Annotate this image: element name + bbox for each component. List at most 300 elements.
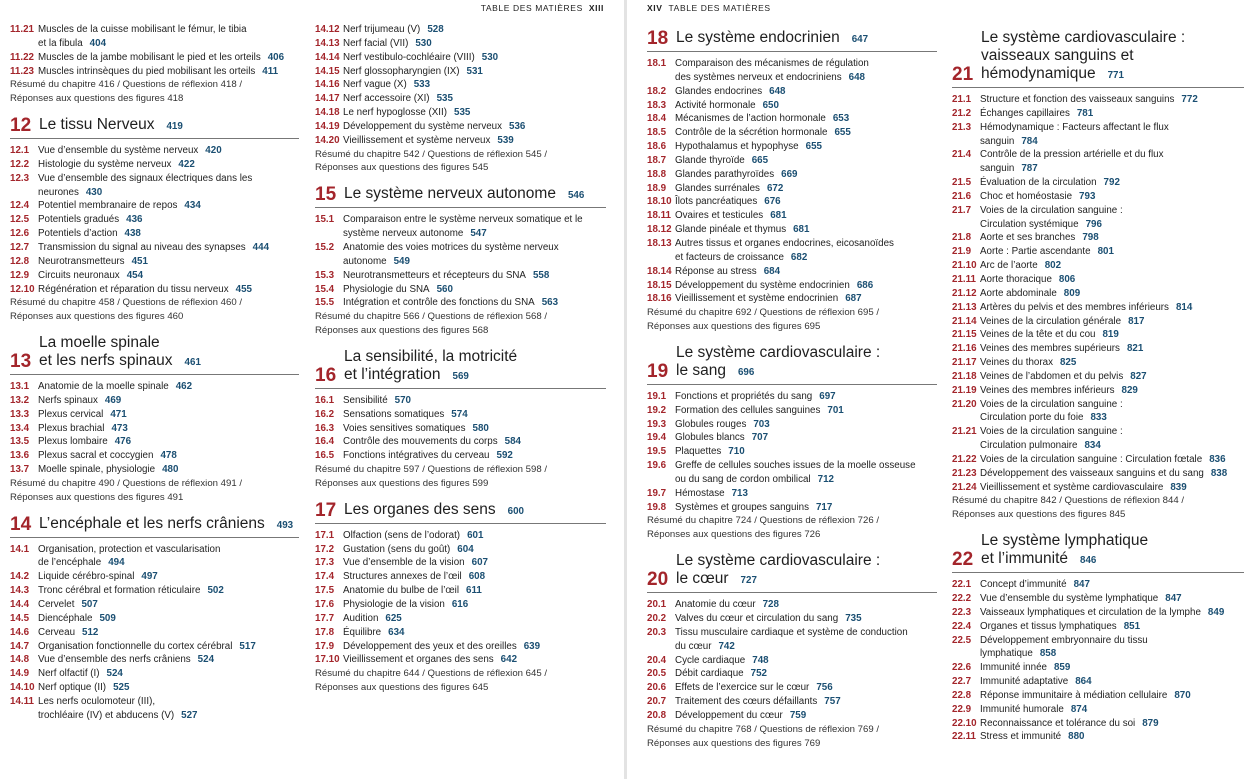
section-number: 19.2 — [647, 404, 667, 416]
title-line: Effets de l’exercice sur le cœur — [675, 682, 810, 694]
page-ref: 502 — [207, 585, 224, 597]
section-title — [343, 422, 606, 436]
title-line: et l’intégration — [344, 365, 441, 383]
title-line: Autres tissus et organes endocrines, eicosanoïdes — [675, 237, 894, 249]
chapter-summary-refs — [315, 148, 606, 176]
section-number: 12.8 — [10, 255, 30, 267]
chapter-heading — [647, 29, 937, 52]
section-number: 21.18 — [952, 370, 977, 382]
section-title — [980, 481, 1244, 495]
section-number: 14.16 — [315, 79, 340, 91]
section-title — [38, 626, 299, 640]
chapter-number: 19 — [647, 360, 669, 382]
toc-entry — [10, 570, 299, 584]
section-number: 14.15 — [315, 65, 340, 77]
page-ref: 592 — [496, 450, 513, 462]
page-ref: 494 — [108, 557, 125, 569]
toc-entry — [315, 556, 606, 570]
section-number: 14.14 — [315, 51, 340, 63]
title-line: Reconnaissance et tolérance du soi — [980, 717, 1136, 729]
section-number: 14.18 — [315, 107, 340, 119]
page-ref: 524 — [197, 654, 215, 666]
section-number: 15.5 — [315, 297, 335, 309]
title-line: Résumé du chapitre 490 / Questions de réflexion 491 / — [10, 477, 242, 489]
page-ref: 672 — [766, 182, 784, 194]
page-ref: 455 — [235, 283, 252, 295]
page-ref: 536 — [509, 120, 526, 132]
title-line: Vieillissement et système endocrinien — [675, 293, 839, 305]
chapter-heading — [647, 552, 937, 593]
chapter-summary-refs — [10, 477, 299, 505]
section-title — [343, 653, 606, 667]
title-line: et l’immunité — [981, 550, 1068, 568]
page-ref: 539 — [497, 134, 514, 146]
page-ref: 507 — [81, 599, 98, 610]
section-number: 11.23 — [10, 65, 34, 77]
toc-entry — [315, 106, 606, 120]
page-ref: 574 — [451, 408, 468, 420]
chapter-heading — [10, 116, 299, 139]
toc-entry — [10, 65, 299, 79]
section-number: 14.17 — [315, 93, 340, 105]
title-line: Greffe de cellules souches issues de la moelle osseuse — [675, 460, 916, 472]
toc-entry — [315, 394, 606, 408]
page-ref: 846 — [1080, 555, 1097, 567]
toc-entry — [952, 620, 1244, 634]
title-line: Les nerfs oculomoteur (III), — [38, 695, 156, 707]
section-title — [980, 121, 1244, 149]
section-number: 12.7 — [10, 241, 30, 253]
title-line: Artères du pelvis et des membres inférieurs — [980, 301, 1169, 313]
page-ref: 655 — [805, 141, 822, 153]
title-line: Le système nerveux autonome — [344, 185, 556, 203]
title-line: Résumé du chapitre 644 / Questions de réflexion 645 / — [315, 668, 547, 680]
page-ref: 530 — [481, 51, 499, 63]
page-ref: 461 — [184, 357, 201, 369]
title-line: Diencéphale — [38, 612, 93, 624]
section-number: 14.6 — [10, 626, 30, 638]
section-title — [980, 148, 1244, 176]
toc-entry — [952, 287, 1244, 301]
chapter-number: 17 — [315, 499, 337, 521]
section-number: 12.1 — [10, 145, 30, 157]
chapter-number: 18 — [647, 28, 669, 49]
page-ref: 600 — [507, 505, 525, 517]
toc-entry — [315, 283, 606, 297]
section-number: 13.3 — [10, 408, 30, 420]
section-number: 16.4 — [315, 436, 335, 448]
section-title — [675, 195, 937, 209]
page-ref: 801 — [1097, 246, 1114, 258]
page-number: XIV — [647, 3, 663, 13]
section-number: 21.11 — [952, 273, 976, 285]
title-line: Réponse immunitaire à médiation cellulaire — [980, 689, 1168, 701]
toc-entry — [952, 204, 1244, 232]
section-title — [38, 653, 299, 667]
section-title — [675, 445, 937, 459]
section-number: 18.2 — [647, 85, 667, 97]
section-title — [343, 241, 606, 269]
toc-entry — [315, 422, 606, 436]
page-ref: 419 — [166, 121, 183, 133]
toc-entry — [10, 435, 299, 449]
title-line: Réponses aux questions des figures 845 — [952, 509, 1126, 521]
page-ref: 584 — [504, 436, 522, 448]
toc-entry — [647, 126, 937, 140]
section-number: 19.4 — [647, 432, 667, 444]
page-ref: 712 — [817, 473, 834, 485]
chapter-title — [344, 185, 584, 205]
section-number: 13.7 — [10, 464, 30, 476]
toc-entry — [10, 449, 299, 463]
toc-entry — [10, 227, 299, 241]
page-ref: 836 — [1209, 453, 1226, 465]
section-number: 21.1 — [952, 94, 972, 105]
title-line: Nerf vague (X) — [343, 79, 407, 91]
section-number: 12.3 — [10, 172, 30, 184]
toc-entry — [647, 404, 937, 418]
toc-entry — [10, 241, 299, 255]
title-line: le sang — [676, 361, 726, 379]
section-number: 18.11 — [647, 210, 671, 222]
section-number: 22.8 — [952, 689, 972, 701]
chapter-summary-refs — [10, 296, 299, 324]
page-ref: 547 — [470, 228, 487, 240]
page-ref: 531 — [466, 65, 483, 77]
title-line: Aorte thoracique — [980, 273, 1052, 285]
toc-entry — [10, 422, 299, 436]
toc-entry — [315, 269, 606, 283]
title-line: et la fibula — [38, 37, 83, 49]
page-ref: 616 — [451, 599, 469, 610]
section-number: 19.8 — [647, 501, 667, 513]
section-title — [38, 463, 299, 477]
page-ref: 798 — [1082, 232, 1099, 244]
title-line: Traitement des cœurs défaillants — [675, 696, 818, 708]
section-title — [38, 695, 299, 723]
toc-entry — [952, 245, 1244, 259]
section-title — [980, 342, 1244, 356]
toc-entry — [10, 199, 299, 213]
page-ref: 684 — [763, 265, 781, 277]
title-line: Globules rouges — [675, 418, 747, 430]
title-line: Ovaires et testicules — [675, 210, 764, 222]
toc-entry — [10, 283, 299, 297]
toc-entry — [952, 121, 1244, 149]
section-number: 22.11 — [952, 731, 976, 743]
section-number: 14.9 — [10, 668, 30, 680]
page-ref: 601 — [467, 529, 484, 541]
section-number: 17.3 — [315, 557, 335, 569]
section-number: 21.19 — [952, 384, 977, 396]
title-line: Résumé du chapitre 458 / Questions de réflexion 460 / — [10, 297, 242, 309]
toc-entry — [315, 640, 606, 654]
toc-entry — [10, 463, 299, 477]
toc-entry — [10, 408, 299, 422]
chapter-summary-refs — [315, 463, 606, 491]
section-title — [38, 543, 299, 571]
toc-entry — [10, 695, 299, 723]
title-line: autonome — [343, 255, 387, 267]
title-line: Voies de la circulation sanguine : — [980, 398, 1123, 410]
section-number: 18.14 — [647, 265, 672, 277]
section-title — [980, 675, 1244, 689]
section-number: 21.7 — [952, 204, 972, 216]
section-title — [675, 418, 937, 432]
section-title — [675, 612, 937, 626]
page-ref: 655 — [834, 127, 851, 139]
page-ref: 681 — [793, 224, 810, 236]
title-line: Glande pinéale et thymus — [675, 224, 787, 236]
section-title — [980, 190, 1244, 204]
section-number: 12.6 — [10, 228, 30, 240]
title-line: Résumé du chapitre 724 / Questions de réflexion 726 / — [647, 515, 879, 527]
page-ref: 809 — [1063, 287, 1081, 299]
title-line: et les nerfs spinaux — [39, 352, 173, 370]
title-line: Plaquettes — [675, 446, 722, 458]
toc-entry — [315, 23, 606, 37]
section-title — [980, 425, 1244, 453]
title-line: vaisseaux sanguins et — [981, 47, 1134, 64]
title-line: Neurotransmetteurs et récepteurs du SNA — [343, 269, 526, 281]
page-ref: 802 — [1044, 260, 1062, 272]
page-ref: 814 — [1175, 301, 1193, 313]
toc-entry — [315, 598, 606, 612]
section-number: 18.8 — [647, 168, 667, 180]
title-line: Anatomie du cœur — [675, 599, 756, 611]
running-head-title: TABLE DES MATIÈRES — [668, 3, 771, 13]
page-ref: 713 — [731, 487, 748, 499]
section-number: 20.6 — [647, 682, 667, 694]
section-number: 20.3 — [647, 626, 667, 638]
title-line: Fonctions intégratives du cerveau — [343, 450, 490, 462]
page-ref: 639 — [523, 640, 541, 652]
toc-entry — [647, 85, 937, 99]
page-ref: 728 — [762, 599, 779, 611]
title-line: Le nerf hypoglosse (XII) — [343, 107, 448, 119]
page-ref: 473 — [111, 422, 128, 434]
section-title — [343, 213, 606, 241]
title-line: Comparaison entre le système nerveux somatique et le — [343, 214, 583, 226]
section-title — [343, 134, 606, 148]
title-line: Le tissu Nerveux — [39, 116, 155, 134]
section-number: 16.1 — [315, 394, 335, 406]
page-ref: 653 — [832, 113, 850, 125]
section-title — [675, 112, 937, 126]
section-title — [343, 435, 606, 449]
toc-entry — [315, 120, 606, 134]
page-ref: 748 — [752, 654, 769, 666]
section-number: 21.2 — [952, 107, 972, 119]
title-line: Développement des yeux et des oreilles — [343, 640, 517, 652]
section-number: 21.4 — [952, 149, 972, 161]
section-title — [980, 703, 1244, 717]
title-line: Globules blancs — [675, 432, 745, 444]
title-line: L’encéphale et les nerfs crâniens — [39, 514, 265, 532]
chapter-number: 15 — [315, 184, 337, 206]
section-number: 21.14 — [952, 315, 977, 327]
section-title — [343, 598, 606, 612]
section-title — [343, 408, 606, 422]
section-number: 21.5 — [952, 177, 972, 189]
title-line: Potentiels d’action — [38, 228, 118, 240]
section-title — [980, 273, 1244, 287]
chapter-title — [39, 334, 201, 372]
section-title — [675, 279, 937, 293]
section-number: 22.9 — [952, 703, 972, 715]
chapter-heading — [315, 501, 606, 524]
title-line: Physiologie de la vision — [343, 599, 445, 610]
section-title — [980, 204, 1244, 232]
toc-entry — [952, 176, 1244, 190]
page-ref: 560 — [436, 283, 453, 295]
section-title — [675, 237, 937, 265]
section-number: 12.5 — [10, 214, 30, 226]
section-number: 21.13 — [952, 301, 977, 313]
section-number: 21.23 — [952, 467, 977, 479]
toc-entry — [952, 578, 1244, 592]
page-ref: 752 — [750, 668, 767, 680]
page-ref: 438 — [124, 228, 141, 240]
title-line: Le système cardiovasculaire : — [676, 343, 881, 361]
toc-entry — [952, 592, 1244, 606]
title-line: Voies de la circulation sanguine : — [980, 426, 1123, 438]
section-title — [343, 640, 606, 654]
title-line: Contrôle des mouvements du corps — [343, 436, 498, 448]
section-number: 18.12 — [647, 224, 672, 236]
title-line: Plexus cervical — [38, 408, 104, 420]
section-number: 14.7 — [10, 640, 30, 652]
section-number: 17.9 — [315, 640, 335, 652]
title-line: du cœur — [675, 640, 712, 652]
section-title — [675, 292, 937, 306]
toc-entry — [647, 612, 937, 626]
section-title — [343, 543, 606, 557]
page-ref: 524 — [106, 668, 123, 680]
toc-entry — [647, 654, 937, 668]
section-title — [343, 37, 606, 51]
page-ref: 787 — [1021, 163, 1038, 175]
toc-entry — [952, 190, 1244, 204]
page-ref: 420 — [205, 145, 222, 157]
toc-entry — [647, 195, 937, 209]
section-title — [980, 661, 1244, 675]
section-title — [980, 107, 1244, 121]
title-line: Tissu musculaire cardiaque et système de conduction — [675, 626, 908, 638]
toc-entry — [952, 425, 1244, 453]
title-line: Réponses aux questions des figures 545 — [315, 162, 489, 174]
page-ref: 471 — [110, 408, 127, 420]
toc-entry — [647, 140, 937, 154]
title-line: système nerveux autonome — [343, 228, 464, 240]
chapter-summary-refs — [315, 310, 606, 338]
toc-entry — [647, 237, 937, 265]
section-number: 18.16 — [647, 293, 672, 305]
section-number: 19.6 — [647, 460, 667, 472]
title-line: Physiologie du SNA — [343, 283, 430, 295]
section-title — [980, 176, 1244, 190]
section-title — [343, 65, 606, 79]
section-number: 17.6 — [315, 599, 335, 610]
section-number: 14.3 — [10, 585, 30, 597]
page-ref: 682 — [790, 251, 808, 263]
title-line: Voies sensitives somatiques — [343, 422, 466, 434]
toc-entry — [10, 598, 299, 612]
title-line: Liquide cérébro-spinal — [38, 571, 135, 583]
title-line: Muscles de la jambe mobilisant le pied et les orteils — [38, 51, 261, 63]
section-title — [980, 620, 1244, 634]
page-ref: 859 — [1053, 662, 1071, 674]
chapter-number: 16 — [315, 364, 337, 386]
page-ref: 642 — [500, 654, 518, 666]
toc-entry — [315, 65, 606, 79]
title-line: Nerf olfactif (I) — [38, 668, 100, 680]
section-title — [38, 172, 299, 200]
section-title — [980, 245, 1244, 259]
section-title — [675, 681, 937, 695]
toc-entry — [315, 92, 606, 106]
section-number: 18.1 — [647, 58, 667, 69]
toc-entry — [10, 584, 299, 598]
section-title — [343, 529, 606, 543]
title-line: Échanges capillaires — [980, 107, 1070, 119]
title-line: Aorte : Partie ascendante — [980, 246, 1091, 258]
title-line: Voies de la circulation sanguine : Circulation fœtale — [980, 453, 1203, 465]
title-line: Histologie du système nerveux — [38, 158, 172, 170]
toc-entry — [647, 265, 937, 279]
page-ref: 497 — [141, 571, 158, 583]
section-number: 18.4 — [647, 113, 667, 125]
toc-entry — [952, 453, 1244, 467]
title-line: Vue d’ensemble du système lymphatique — [980, 593, 1159, 604]
page-ref: 527 — [181, 709, 198, 721]
section-title — [980, 606, 1244, 620]
page-ref: 493 — [276, 519, 294, 531]
page-ref: 701 — [827, 404, 844, 416]
title-line: Veines de la tête et du cou — [980, 329, 1096, 341]
chapter-title — [981, 532, 1148, 570]
section-title — [980, 453, 1244, 467]
page-ref: 759 — [789, 709, 807, 721]
page-ref: 847 — [1073, 579, 1090, 591]
toc-entry — [952, 301, 1244, 315]
toc-entry — [315, 584, 606, 598]
section-number: 12.2 — [10, 158, 30, 170]
page-ref: 851 — [1123, 620, 1141, 632]
section-number: 18.10 — [647, 196, 672, 208]
toc-column — [315, 23, 606, 705]
toc-entry — [647, 501, 937, 515]
section-title — [38, 584, 299, 598]
title-line: Arc de l’aorte — [980, 260, 1038, 272]
page-ref: 422 — [178, 158, 195, 170]
toc-entry — [10, 51, 299, 65]
section-title — [38, 449, 299, 463]
section-title — [343, 394, 606, 408]
toc-entry — [952, 384, 1244, 398]
page-ref: 833 — [1090, 412, 1107, 424]
page-ref: 451 — [131, 255, 148, 267]
toc-entry — [647, 445, 937, 459]
title-line: Veines des membres supérieurs — [980, 343, 1120, 355]
title-line: Veines de la circulation générale — [980, 315, 1122, 327]
chapter-heading — [952, 532, 1244, 573]
section-title — [343, 78, 606, 92]
toc-entry — [10, 255, 299, 269]
chapter-summary-refs — [315, 667, 606, 695]
toc-entry — [10, 543, 299, 571]
section-title — [343, 556, 606, 570]
